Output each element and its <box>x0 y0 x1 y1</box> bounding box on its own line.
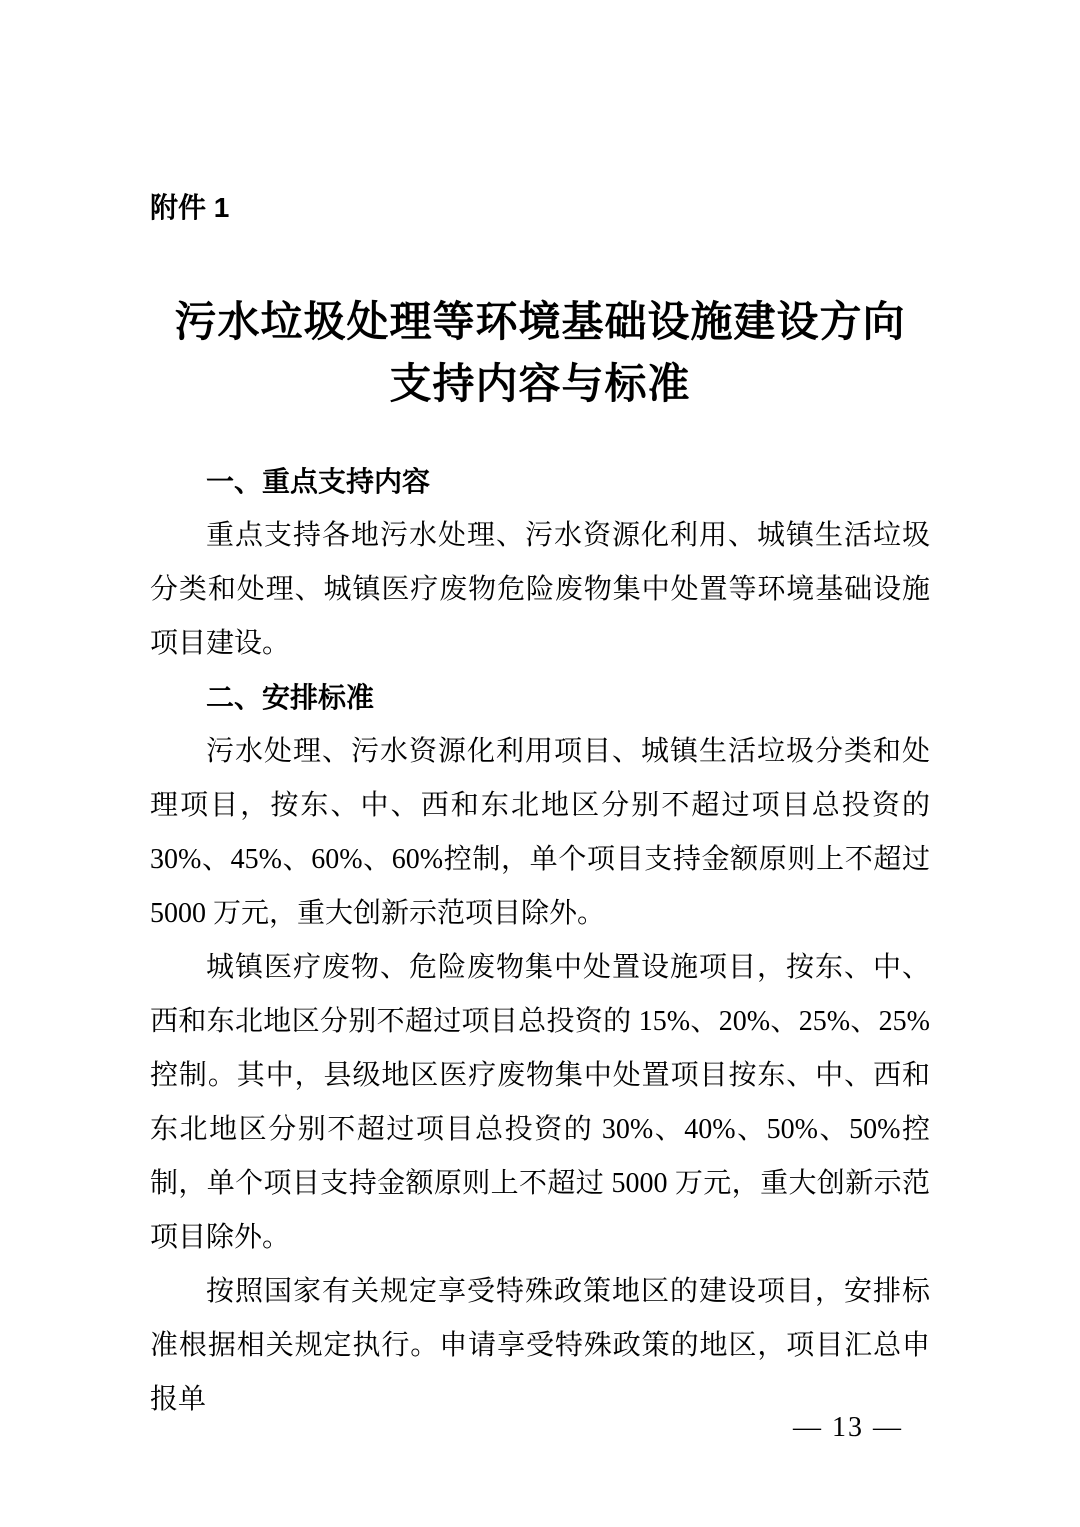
section-heading-key-support: 一、重点支持内容 <box>206 466 431 497</box>
section-heading-arrangement-standard: 二、安排标准 <box>206 682 375 713</box>
paragraph-medical-waste-standard: 城镇医疗废物、危险废物集中处置设施项目，按东、中、西和东北地区分别不超过项目总投资的 15%、20%、25%、25%控制。其中，县级地区医疗废物集中处置项目按东、中、西和东北地区分别不超过项目总投资的 30%、40%、50%、50%控制，单个项目支持金额原则上不超过 5000 万元，重大创新示范项目除外。 <box>150 952 930 1253</box>
document-title <box>150 292 930 416</box>
paragraph-key-support: 重点支持各地污水处理、污水资源化利用、城镇生活垃圾分类和处理、城镇医疗废物危险废物集中处置等环境基础设施项目建设。 <box>150 520 930 659</box>
document-title-line2: 支持内容与标准 <box>389 362 691 408</box>
page-number: — 13 — <box>793 1412 903 1443</box>
document-title-line1: 污水垃圾处理等环境基础设施建设方向 <box>174 300 906 346</box>
attachment-label: 附件 1 <box>150 192 230 223</box>
paragraph-special-policy: 按照国家有关规定享受特殊政策地区的建设项目，安排标准根据相关规定执行。申请享受特殊政策的地区，项目汇总申报单 <box>150 1276 930 1415</box>
paragraph-sewage-standard: 污水处理、污水资源化利用项目、城镇生活垃圾分类和处理项目，按东、中、西和东北地区分别不超过项目总投资的 30%、45%、60%、60%控制，单个项目支持金额原则上不超过 5000 万元，重大创新示范项目除外。 <box>150 736 930 929</box>
